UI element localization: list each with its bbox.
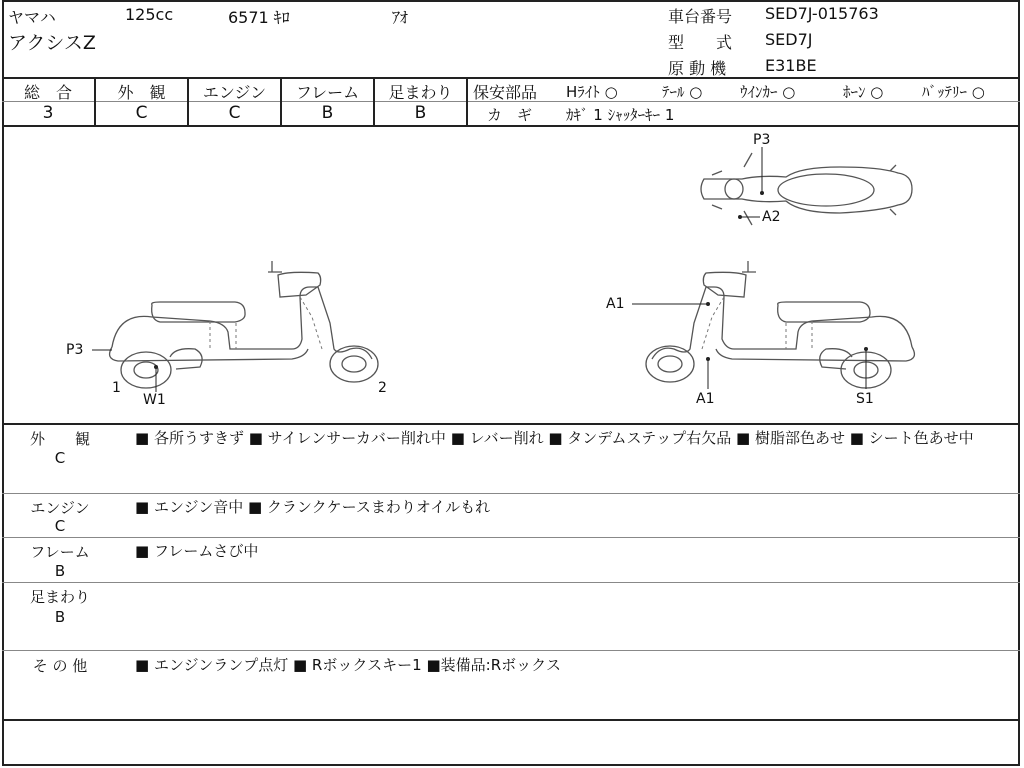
grade-label-suspension: 足まわり xyxy=(388,83,453,102)
label-left-1: 1 xyxy=(112,380,121,396)
damage-diagram xyxy=(0,127,1024,423)
scooter-top-view xyxy=(701,147,912,225)
mileage: 6571 ｷﾛ xyxy=(228,8,290,27)
taillight-mark: ○ xyxy=(689,83,703,101)
label-top-p3: P3 xyxy=(753,132,771,148)
comment-label-frame: フレーム xyxy=(30,543,90,561)
model-name: アクシスZ xyxy=(8,32,96,54)
frame-number: SED7J-015763 xyxy=(765,4,879,23)
scooter-left-view xyxy=(92,261,378,423)
grade-value-engine: C xyxy=(228,103,241,123)
maker: ヤマハ xyxy=(8,8,56,27)
safety-parts-label: 保安部品 xyxy=(473,83,538,102)
comment-text-frame: ■ フレームさび中 xyxy=(135,542,259,560)
grade-label-overall: 総 合 xyxy=(23,83,72,102)
grade-label-exterior: 外 観 xyxy=(117,83,166,102)
label-left-w1: W1 xyxy=(143,392,166,408)
comment-label-exterior: 外 観 xyxy=(29,430,90,448)
label-right-a1-upper: A1 xyxy=(606,296,625,312)
engine-label: 原 動 機 xyxy=(668,59,727,78)
comments-bottom xyxy=(2,719,1020,721)
comment-grade-suspension: B xyxy=(54,608,66,626)
key-label: カ ギ xyxy=(487,106,533,124)
winker-mark: ○ xyxy=(782,83,796,101)
grade-table-top xyxy=(2,77,1020,79)
label-top-a2: A2 xyxy=(762,209,781,225)
displacement: 125cc xyxy=(125,5,174,24)
comment-label-suspension: 足まわり xyxy=(29,588,90,606)
scooter-right-view xyxy=(632,261,914,389)
comment-text-exterior: ■ 各所うすきず ■ サイレンサーカバー削れ中 ■ レバー削れ ■ タンデムステップ右欠品 ■ 樹脂部色あせ ■ シート色あせ中 xyxy=(135,429,974,447)
grade-label-engine: エンジン xyxy=(202,83,267,102)
safety-horn: ﾎｰﾝ ○ xyxy=(843,83,884,101)
comment-grade-exterior: C xyxy=(54,449,66,467)
label-right-a1-lower: A1 xyxy=(696,391,715,407)
label-left-p3: P3 xyxy=(66,342,84,358)
comment-grade-frame: B xyxy=(54,562,66,580)
comment-label-other: そ の 他 xyxy=(32,657,88,675)
comment-label-engine: エンジン xyxy=(30,499,90,517)
safety-headlight: Hﾗｲﾄ ○ xyxy=(566,83,618,101)
comment-grade-engine: C xyxy=(54,517,66,535)
comments-top xyxy=(2,423,1020,425)
label-left-2: 2 xyxy=(378,380,387,396)
comment-text-engine: ■ エンジン音中 ■ クランクケースまわりオイルもれ xyxy=(135,498,491,516)
type-value: SED7J xyxy=(765,30,813,49)
grade-value-suspension: B xyxy=(414,103,427,123)
key-value: ｶｷﾞ 1 ｼｬｯﾀｰｷｰ 1 xyxy=(566,106,675,124)
engine-value: E31BE xyxy=(765,56,817,75)
grade-value-overall: 3 xyxy=(42,103,54,123)
frame-number-label: 車台番号 xyxy=(668,7,733,26)
grade-value-frame: B xyxy=(321,103,334,123)
color: ｱｵ xyxy=(392,8,409,27)
comment-text-other: ■ エンジンランプ点灯 ■ Rボックスキー1 ■装備品:Rボックス xyxy=(135,656,561,674)
horn-mark: ○ xyxy=(870,83,884,101)
headlight-mark: ○ xyxy=(604,83,618,101)
safety-winker: ｳｲﾝｶｰ ○ xyxy=(740,83,796,101)
safety-taillight: ﾃｰﾙ ○ xyxy=(662,83,703,101)
battery-mark: ○ xyxy=(971,83,985,101)
grade-value-exterior: C xyxy=(135,103,148,123)
label-right-s1: S1 xyxy=(856,391,874,407)
type-label: 型 式 xyxy=(668,33,733,52)
safety-battery: ﾊﾞｯﾃﾘｰ ○ xyxy=(922,83,985,101)
grade-label-frame: フレーム xyxy=(295,83,360,102)
